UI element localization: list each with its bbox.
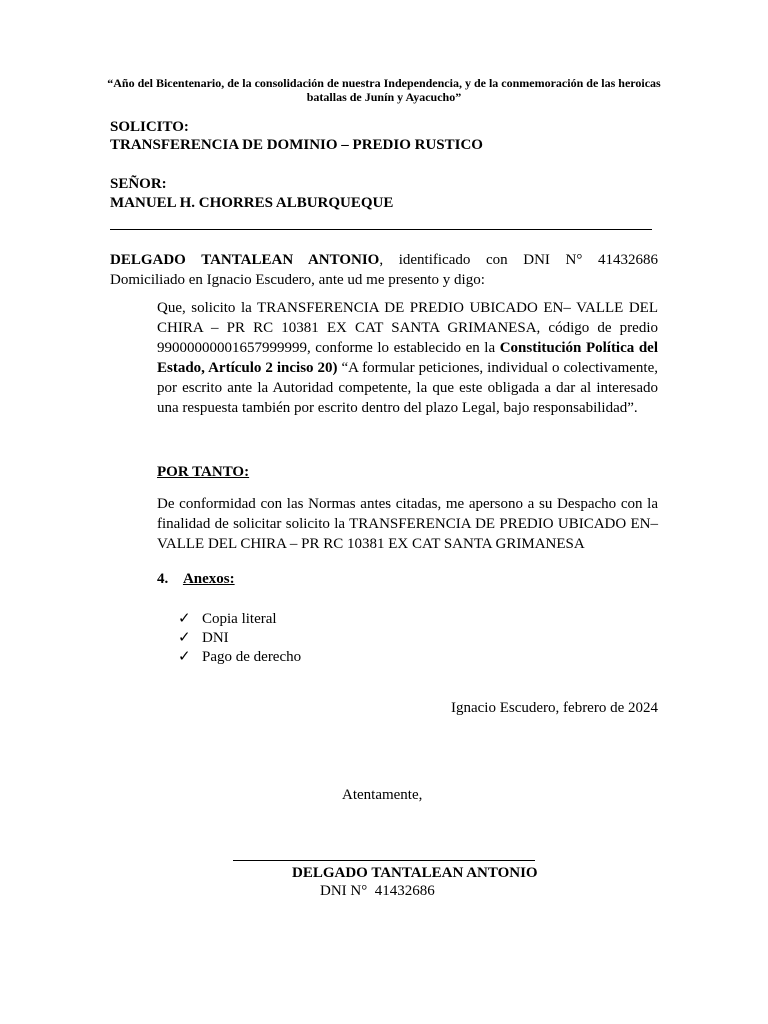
- anexo-item: [178, 610, 277, 629]
- checkmark-icon: ✓: [178, 630, 191, 646]
- constitution-reference: Constitución Política del Estado, Artículo 2 inciso 20): [157, 340, 658, 376]
- signature-dni: DNI N° 41432686: [320, 883, 435, 899]
- solicito-label: SOLICITO:: [110, 119, 189, 135]
- addressee-name: MANUEL H. CHORRES ALBURQUEQUE: [110, 195, 394, 211]
- request-paragraph: [157, 298, 658, 418]
- anexo-item-label: Copia literal: [202, 611, 277, 627]
- intro-line-1: [110, 250, 658, 270]
- motto-line-1: “Año del Bicentenario, de la consolidación de nuestra Independencia, y de la conmemoración de las heroicas: [107, 76, 661, 90]
- signature-name: DELGADO TANTALEAN ANTONIO: [292, 865, 538, 881]
- checkmark-icon: ✓: [178, 611, 191, 627]
- anexos-heading-row: [157, 571, 235, 588]
- year-motto-header: [100, 76, 668, 104]
- anexo-item-label: DNI: [202, 630, 229, 646]
- intro-paragraph: [110, 250, 658, 290]
- por-tanto-paragraph: De conformidad con las Normas antes citadas, me apersono a su Despacho con la finalidad de solicitar solicito la TRANSFERENCIA DE PREDIO UBICADO EN– VALLE DEL CHIRA – PR RC 10381 EX CAT SANTA GRIMANESA: [157, 496, 658, 552]
- checkmark-icon: ✓: [178, 649, 191, 665]
- request-text-2: “A formular peticiones, individual o colectivamente, por escrito ante la Autoridad competente, la que este obligada a dar al interesado una respuesta también por escrito dentro del plazo Legal, bajo responsabilidad”.: [157, 360, 658, 416]
- anexos-number: 4.: [157, 571, 169, 587]
- place-date: Ignacio Escudero, febrero de 2024: [451, 700, 658, 716]
- solicito-subject: TRANSFERENCIA DE DOMINIO – PREDIO RUSTICO: [110, 137, 483, 153]
- anexo-item: [178, 648, 301, 667]
- intro-id-text: , identificado con DNI N° 41432686: [379, 252, 658, 268]
- closing: Atentamente,: [342, 787, 423, 803]
- intro-line-2: Domiciliado en Ignacio Escudero, ante ud me presento y digo:: [110, 272, 485, 288]
- addressee-label: SEÑOR:: [110, 176, 167, 192]
- header-divider: [110, 229, 652, 230]
- anexo-item-label: Pago de derecho: [202, 649, 302, 665]
- anexos-heading: Anexos:: [182, 571, 235, 587]
- motto-line-2: batallas de Junín y Ayacucho”: [306, 90, 462, 104]
- intro-name: DELGADO TANTALEAN ANTONIO: [110, 252, 380, 268]
- anexo-item: [178, 629, 229, 648]
- request-text-1: Que, solicito la TRANSFERENCIA DE PREDIO UBICADO EN– VALLE DEL CHIRA – PR RC 10381 EX CAT SANTA GRIMANESA, código de predio 99000000001657999999, conforme lo establecido en la: [157, 300, 658, 356]
- por-tanto-heading: POR TANTO:: [157, 464, 250, 480]
- signature-line: [233, 860, 535, 861]
